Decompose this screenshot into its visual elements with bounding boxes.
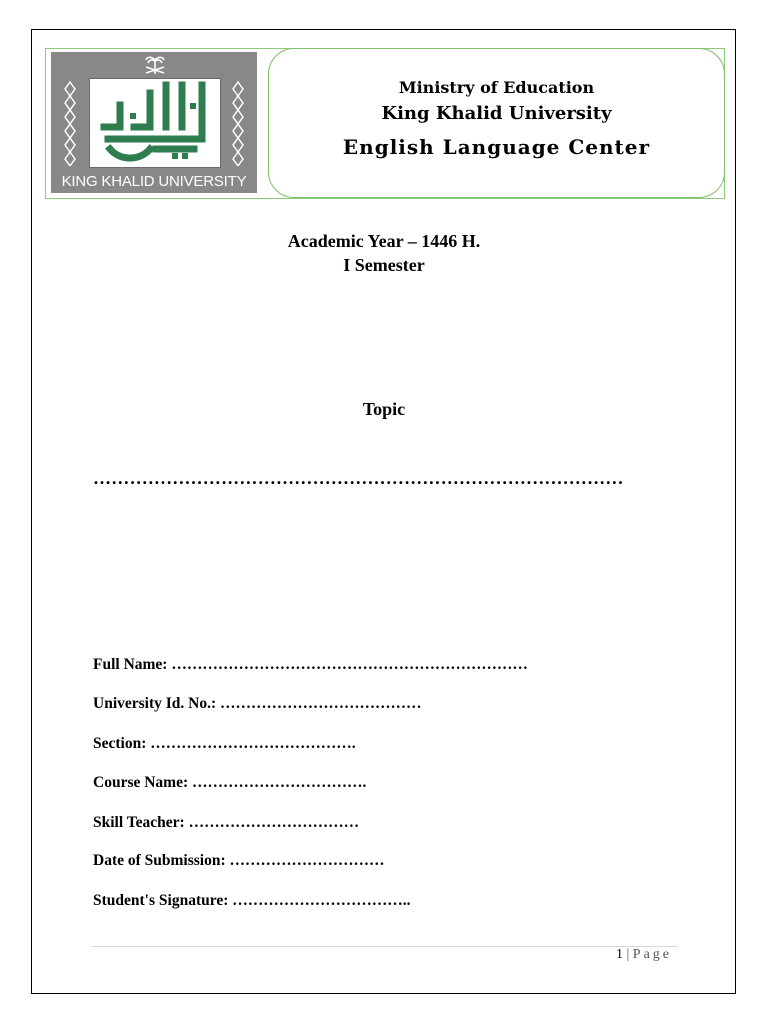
center-title: English Language Center (342, 135, 651, 159)
svg-text:جامعة الملك خالد: جامعة الملك خالد (151, 165, 159, 166)
field-date-of-submission (93, 852, 385, 870)
semester: I Semester (343, 255, 425, 275)
field-blank[interactable]: ………………………………… (220, 695, 422, 712)
footer-divider (92, 946, 678, 947)
field-skill-teacher (93, 814, 359, 832)
field-blank[interactable]: …………………………………. (150, 735, 356, 752)
academic-year: Academic Year – 1446 H. (287, 231, 481, 251)
page-word: Page (632, 947, 672, 962)
field-student-signature (93, 892, 411, 910)
footer-separator: | (626, 947, 630, 962)
field-label: Full Name: (93, 656, 168, 673)
ministry-title: Ministry of Education (398, 78, 595, 97)
field-full-name (93, 656, 528, 674)
field-label: Date of Submission: (93, 852, 226, 869)
field-blank[interactable]: …………………………… (188, 814, 360, 831)
university-title: King Khalid University (381, 103, 612, 124)
topic-blank[interactable]: …………………………………………………………………………… (93, 468, 624, 488)
topic-label: Topic (362, 399, 406, 419)
field-label: Skill Teacher: (93, 814, 185, 831)
page-footer (616, 947, 672, 963)
page-number: 1 (615, 947, 623, 962)
field-blank[interactable]: …………………………….. (232, 892, 411, 909)
field-blank[interactable]: ……………………………. (192, 774, 367, 791)
field-section (93, 735, 356, 753)
field-university-id (93, 695, 422, 713)
field-label: Course Name: (93, 774, 189, 791)
field-blank[interactable]: ………………………… (229, 852, 385, 869)
logo-caption: KING KHALID UNIVERSITY (61, 173, 247, 190)
field-label: Section: (93, 735, 147, 752)
field-label: University Id. No.: (93, 695, 217, 712)
field-blank[interactable]: …………………………………………………………… (171, 656, 528, 673)
field-label: Student's Signature: (93, 892, 229, 909)
field-course-name (93, 774, 366, 792)
